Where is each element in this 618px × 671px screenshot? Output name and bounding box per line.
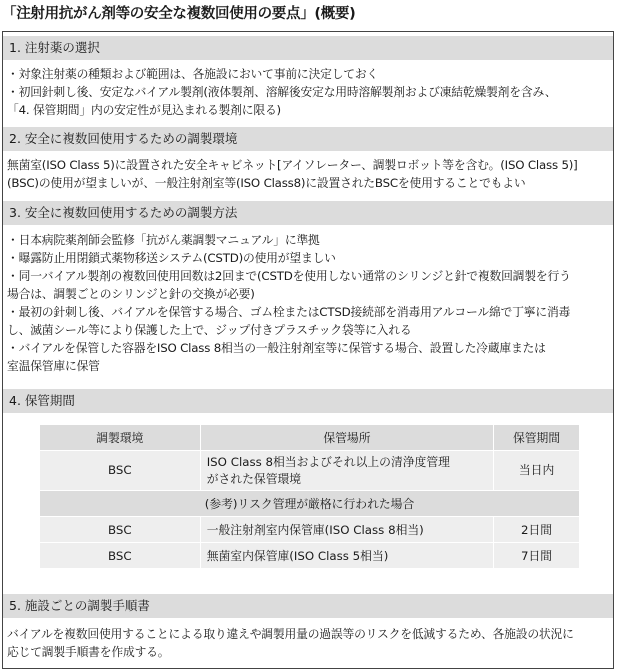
- section-3-line: 場合は、調製ごとのシリンジと針の交換が必要): [7, 287, 255, 301]
- header-place: 保管場所: [200, 425, 493, 451]
- cell-env: BSC: [40, 543, 201, 569]
- summary-frame: [2, 31, 614, 669]
- section-1-body: [7, 65, 609, 119]
- cell-place: 一般注射剤室内保管庫(ISO Class 8相当): [200, 517, 493, 543]
- section-1-line: ・初回針刺し後、安定なバイアル製剤(液体製剤、溶解後安定な用時溶解製剤および凍結乾燥製剤を含み、: [7, 85, 557, 99]
- section-5-body: [7, 625, 609, 661]
- section-2-line: (BSC)の使用が望ましいが、一般注射剤室等(ISO Class8)に設置されたBSCを使用することでもよい: [7, 176, 526, 190]
- cell-period: 7日間: [494, 543, 580, 569]
- section-5-line: バイアルを複数回使用することによる取り違えや調製用量の過誤等のリスクを低減するため、各施設の状況に: [7, 627, 574, 641]
- section-1-heading: 1. 注射薬の選択: [3, 36, 613, 60]
- cell-place: 無菌室内保管庫(ISO Class 5相当): [200, 543, 493, 569]
- table-row: [40, 543, 580, 569]
- table-row: [40, 517, 580, 543]
- cell-place: [200, 451, 493, 491]
- section-2-body: [7, 156, 609, 192]
- section-4-heading: 4. 保管期間: [3, 389, 613, 413]
- cell-place-line: ISO Class 8相当およびそれ以上の清浄度管理: [206, 454, 450, 469]
- section-2-heading: 2. 安全に複数回使用するための調製環境: [3, 127, 613, 151]
- cell-env: BSC: [40, 451, 201, 491]
- cell-period: 当日内: [494, 451, 580, 491]
- section-3-body: [7, 231, 609, 375]
- header-period: 保管期間: [494, 425, 580, 451]
- section-3-line: ・曝露防止用閉鎖式薬物移送システム(CSTD)の使用が望ましい: [7, 251, 336, 265]
- cell-env: BSC: [40, 517, 201, 543]
- cell-period: 2日間: [494, 517, 580, 543]
- section-3-line: し、滅菌シール等により保護した上で、ジップ付きプラスチック袋等に入れる: [7, 323, 412, 337]
- section-3-line: ・最初の針刺し後、バイアルを保管する場合、ゴム栓またはCTSD接続部を消毒用アルコール綿で丁寧に消毒: [7, 305, 571, 319]
- header-env: 調製環境: [40, 425, 201, 451]
- table-row: [40, 451, 580, 491]
- section-3-line: ・日本病院薬剤師会監修「抗がん薬調製マニュアル」に準拠: [7, 233, 320, 247]
- section-3-line: ・バイアルを保管した容器をISO Class 8相当の一般注射剤室等に保管する場合、設置した冷蔵庫または: [7, 341, 546, 355]
- section-3-heading: 3. 安全に複数回使用するための調製方法: [3, 201, 613, 225]
- section-5-heading: 5. 施設ごとの調製手順書: [3, 594, 613, 618]
- cell-place-line: がされた保管環境: [206, 471, 302, 486]
- section-3-line: 室温保管庫に保管: [7, 359, 100, 373]
- section-1-line: ・対象注射薬の種類および範囲は、各施設において事前に決定しておく: [7, 67, 379, 81]
- table-header-row: [40, 425, 580, 451]
- storage-period-table: [39, 424, 580, 569]
- section-3-line: ・同一バイアル製剤の複数回使用回数は2回まで(CSTDを使用しない通常のシリンジと針で複数回調製を行う: [7, 269, 571, 283]
- reference-note: (参考)リスク管理が厳格に行われた場合: [40, 491, 580, 517]
- section-2-line: 無菌室(ISO Class 5)に設置された安全キャビネット[アイソレーター、調製ロボット等を含む。(ISO Class 5)]: [7, 158, 578, 172]
- table-note-row: [40, 491, 580, 517]
- section-1-line: 「4. 保管期間」内の安定性が見込まれる製剤に限る): [7, 103, 281, 117]
- section-5-line: 応じて調製手順書を作成する。: [7, 645, 170, 659]
- page-title: 「注射用抗がん剤等の安全な複数回使用の要点」(概要): [2, 6, 356, 22]
